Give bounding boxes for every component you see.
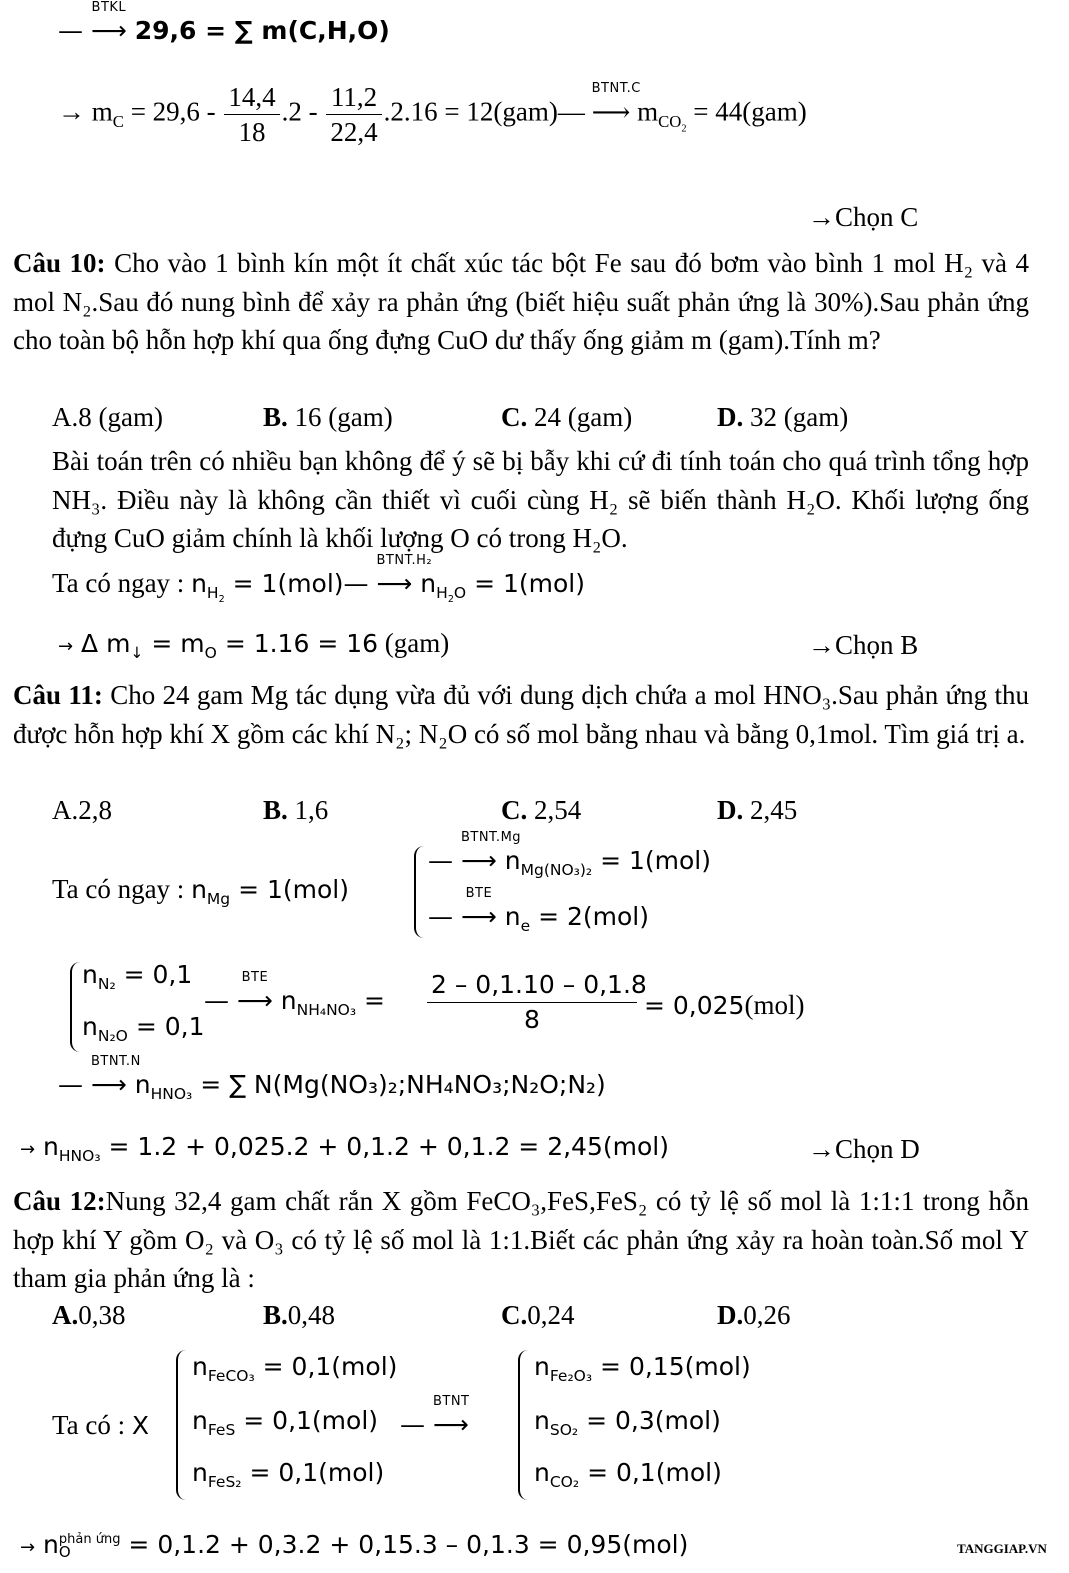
calc-11-2-n2: $n_{N_2} = 0,1$ [82,960,193,993]
calc-12-fe2o3: $n_{Fe_2O_3} = 0,15(mol)$ [534,1352,751,1385]
question-10: Câu 10: Cho vào 1 bình kín một ít chất xúc tác bột Fe sau đó bơm vào bình 1 mol H₂ và 4 mol N₂.Sau đó nung bình để xảy ra phản ứng (biết hiệu suất phản ứng là 30%).Sau phản ứng cho toàn bộ hỗn hợp khí qua ống đựng CuO dư thấy ống giảm m (gam).Tính m? [13,248,1029,355]
option-a: A.0,38 [52,1300,126,1330]
calc-11-4: → $n_{HNO_3} = 1.2 + 0,025.2 + 0,1.2 + 0,1.2 = 2,45(mol)$ [20,1132,669,1165]
calc-11-2-n2o: $n_{N_2O} = 0,1$ [82,1012,205,1045]
calc-12-co2: $n_{CO_2} = 0,1(mol)$ [534,1458,722,1491]
btkl-line: — BTKL ⟶ 29,6 = ∑ m(C,H,O) [58,0,390,45]
calc-11-2-value: = 0,025(mol) [644,990,805,1020]
calc-11-1-branch2: — BTE ⟶ $n_e = 2(mol)$ [428,886,650,935]
calc-11-1-left: Ta có ngay : $n_{Mg} = 1(mol)$ [52,874,349,908]
calc-11-2-arrow: — BTE ⟶ $n_{NH_4NO_3}$ = [204,970,385,1019]
option-c: C. 2,54 [501,795,582,825]
options-11 [52,795,952,831]
options-12 [52,1300,952,1336]
answer-choice: →Chọn D [808,1134,920,1164]
brace [518,1350,528,1500]
arrow-label: BTNT.Mg [460,830,522,845]
mc-line: → $m_C = 29,6$ - $\frac{14,4}{18}$ .2 - $\frac{11,2}{22,4}$ .2.16 = 12(gam)— BTNT.C ⟶ $m_{CO_2} = 44(gam)$ [58,80,807,147]
option-d: D.0,26 [717,1300,791,1330]
brace [414,846,424,938]
options-10 [52,402,952,438]
calc-12-feco3: $n_{FeCO_3} = 0,1(mol)$ [192,1352,398,1385]
option-b: B. 1,6 [263,795,329,825]
calc-10-1: Ta có ngay : $n_{H_2}$ = 1(mol)— BTNT.H₂ ⟶ $n_{H_2O} = 1(mol)$ [52,553,585,606]
fraction: $\frac{11,2}{22,4}$ [326,80,381,149]
calc-12-fes: $n_{FeS} = 0,1(mol)$ [192,1406,379,1439]
option-a: A.8 (gam) [52,402,163,432]
answer-choice: →Chọn C [808,202,919,232]
option-c: C.0,24 [501,1300,575,1330]
watermark: TANGGIAP.VN [957,1541,1047,1556]
option-d: D. 2,45 [717,795,798,825]
option-a: A.2,8 [52,795,112,825]
fraction: $\frac{14,4}{18}$ [224,80,279,149]
calc-11-1-branch1: — BTNT.Mg ⟶ $n_{Mg(NO_3)_2} = 1(mol)$ [428,830,711,879]
arrow-label: BTNT [432,1394,470,1409]
calc-12-result: → n phản ứng O = 0,1.2 + 0,3.2 + 0,15.3 – 0,1.3 = 0,95(mol) [20,1530,689,1561]
calc-11-2-frac: $\frac{2 - 0,1.10 - 0,1.8}{8}$ [425,968,639,1037]
explanation-10: Bài toán trên có nhiều bạn không để ý sẽ bị bẫy khi cứ đi tính toán cho quá trình tổng hợp NH₃. Điều này là không cần thiết vì cuối cùng H₂ sẽ biến thành H₂O. Khối lượng ống đựng CuO giảm chính là khối lượng O có trong H₂O. [52,446,1029,553]
arrow-label: BTE [465,886,493,901]
option-b: B. 16 (gam) [263,402,393,432]
calc-12-prefix: Ta có : X [52,1410,149,1440]
arrow-label: BTE [241,970,269,985]
brace [70,962,80,1052]
calc-10-2: → Δ $m_↓ = m_O = 1.16 = 16$ (gam) [58,628,450,662]
brace [176,1350,186,1500]
option-c: C. 24 (gam) [501,402,633,432]
option-b: B.0,48 [263,1300,336,1330]
arrow-label: BTNT.H₂ [376,553,433,568]
calc-12-fes2: $n_{FeS_2} = 0,1(mol)$ [192,1458,385,1491]
calc-12-arrow: — BTNT ⟶ [400,1394,470,1439]
arrow-label: BTKL [91,0,127,15]
question-12: Câu 12:Nung 32,4 gam chất rắn X gồm FeCO₃,FeS,FeS₂ có tỷ lệ số mol là 1:1:1 trong hỗn hợp khí Y gồm O₂ và O₃ có tỷ lệ số mol là 1:1.Biết các phản ứng xảy ra hoàn toàn.Số mol Y tham gia phản ứng là : [13,1186,1029,1293]
arrow-label: BTNT.N [90,1054,141,1069]
calc-12-so2: $n_{SO_2} = 0,3(mol)$ [534,1406,721,1439]
option-d: D. 32 (gam) [717,402,849,432]
arrow-label: BTNT.C [591,80,641,96]
question-11: Câu 11: Cho 24 gam Mg tác dụng vừa đủ với dung dịch chứa a mol HNO₃.Sau phản ứng thu được hỗn hợp khí X gồm các khí N₂; N₂O có số mol bằng nhau và bằng 0,1mol. Tìm giá trị a. [13,680,1029,749]
calc-11-3: — BTNT.N ⟶ $n_{HNO_3}$ = ∑ N(Mg(NO₃)₂;NH₄NO₃;N₂O;N₂) [58,1054,606,1103]
answer-choice: →Chọn B [808,630,919,660]
